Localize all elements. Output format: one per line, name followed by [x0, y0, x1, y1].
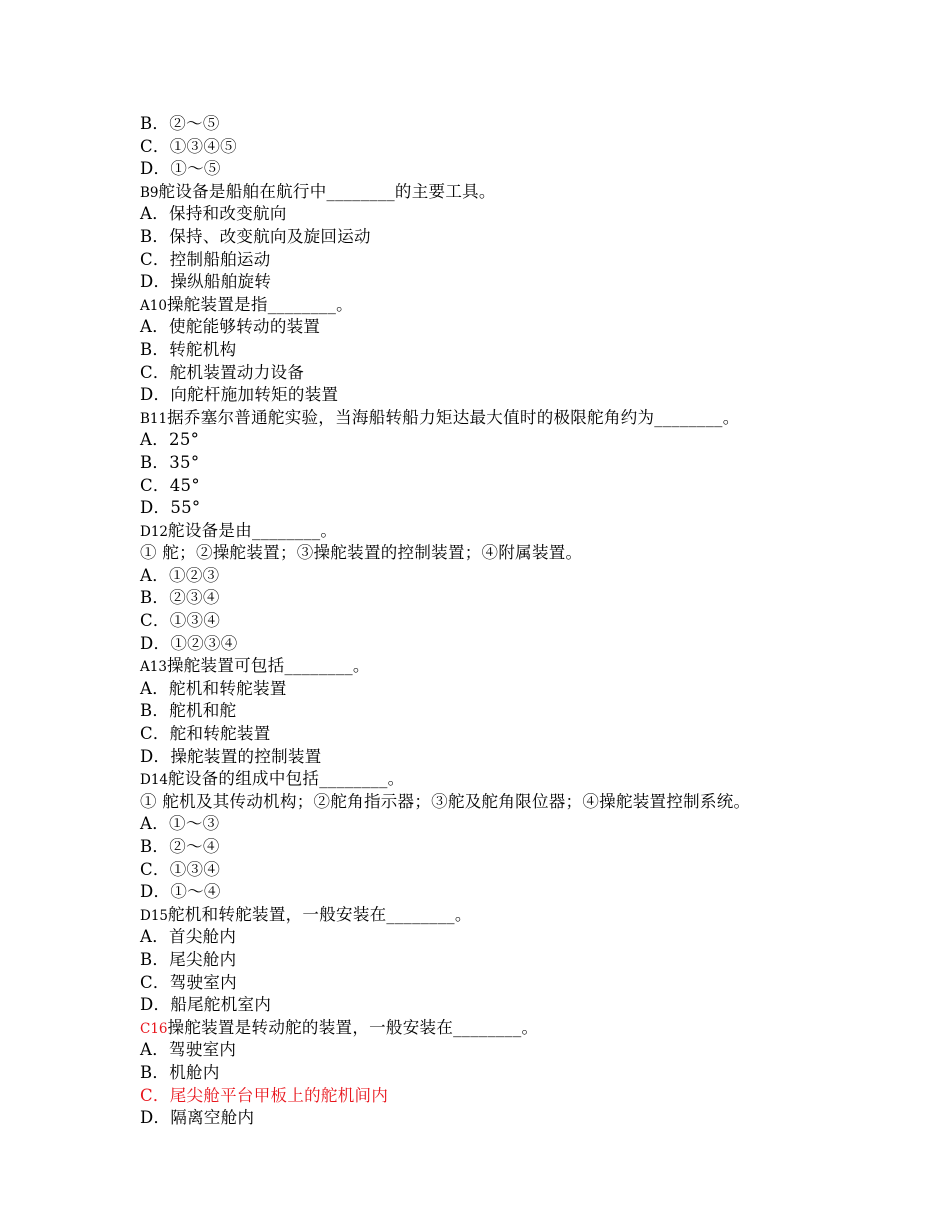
- question-text: 舵设备的组成中包括________。: [168, 769, 405, 789]
- answer-option: C．①③④: [140, 859, 221, 879]
- answer-option: A．①～③: [140, 814, 220, 834]
- answer-option-highlighted: C．尾尖舱平台甲板上的舵机间内: [140, 1085, 389, 1105]
- answer-option: C．驾驶室内: [140, 972, 237, 992]
- answer-option: D．操舵装置的控制装置: [140, 746, 322, 766]
- answer-option: A．保持和改变航向: [140, 204, 287, 224]
- answer-option: A．首尖舱内: [140, 927, 237, 947]
- answer-option: B．舵机和舵: [140, 701, 237, 721]
- question-stem: [140, 294, 930, 317]
- answer-option: B．保持、改变航向及旋回运动: [140, 226, 371, 246]
- question-text: 操舵装置可包括________。: [166, 656, 370, 676]
- answer-option: C．45°: [140, 475, 200, 495]
- answer-option: A．舵机和转舵装置: [140, 678, 287, 698]
- answer-option: B．尾尖舱内: [140, 949, 237, 969]
- question-text: 操舵装置是转动舵的装置，一般安装在________。: [167, 1017, 539, 1037]
- answer-option: D．操纵船舶旋转: [140, 272, 272, 292]
- question-text: 操舵装置是指________。: [166, 294, 353, 314]
- question-stem: [140, 904, 930, 927]
- answer-option: D．①～④: [140, 882, 221, 902]
- question-number: A10: [140, 297, 167, 314]
- answer-option: B．②③④: [140, 588, 220, 608]
- question-number: B11: [140, 410, 168, 427]
- question-stem: [140, 655, 930, 678]
- question-stem: [140, 768, 930, 791]
- question-number: A13: [140, 659, 167, 676]
- answer-option: D．船尾舵机室内: [140, 995, 272, 1015]
- answer-option: C．舵和转舵装置: [140, 724, 271, 744]
- question-text: 舵设备是船舶在航行中________的主要工具。: [158, 181, 496, 201]
- question-number: D15: [140, 907, 169, 924]
- answer-option: B．②～④: [140, 837, 220, 856]
- answer-option: D．①～⑤: [140, 159, 221, 179]
- answer-option: D．55°: [140, 498, 201, 518]
- answer-option: C．控制船舶运动: [140, 249, 271, 269]
- document-body: [140, 113, 930, 1130]
- answer-option: B．②～⑤: [140, 114, 220, 133]
- answer-option: D．隔离空舱内: [140, 1108, 255, 1128]
- answer-option: A．①②③: [140, 565, 220, 585]
- answer-option: C．①③④⑤: [140, 136, 237, 156]
- answer-option: D．①②③④: [140, 633, 238, 653]
- answer-option: B．转舵机构: [140, 339, 237, 359]
- answer-option: C．舵机装置动力设备: [140, 362, 305, 382]
- answer-option: A．驾驶室内: [140, 1040, 237, 1060]
- question-stem: [140, 1017, 930, 1040]
- question-stem: [140, 407, 930, 430]
- question-stem: [140, 520, 930, 543]
- answer-option: A．使舵能够转动的装置: [140, 317, 321, 337]
- answer-option: ① 舵；②操舵装置；③操舵装置的控制装置；④附属装置。: [140, 543, 583, 563]
- question-text: 舵设备是由________。: [168, 520, 338, 540]
- answer-option: B．35°: [140, 452, 200, 472]
- question-stem: [140, 181, 930, 204]
- question-number: D14: [140, 772, 169, 789]
- question-number: B9: [140, 184, 159, 201]
- answer-option: ① 舵机及其传动机构；②舵角指示器；③舵及舵角限位器；④操舵装置控制系统。: [140, 791, 751, 811]
- answer-option: C．①③④: [140, 611, 221, 631]
- question-number: D12: [140, 523, 169, 540]
- question-text: 舵机和转舵装置，一般安装在________。: [168, 904, 472, 924]
- answer-option: D．向舵杆施加转矩的装置: [140, 385, 339, 405]
- answer-option: A．25°: [140, 430, 200, 450]
- question-number: C16: [140, 1020, 168, 1037]
- answer-option: B．机舱内: [140, 1062, 220, 1082]
- question-text: 据乔塞尔普通舵实验，当海船转船力矩达最大值时的极限舵角约为________。: [167, 407, 740, 427]
